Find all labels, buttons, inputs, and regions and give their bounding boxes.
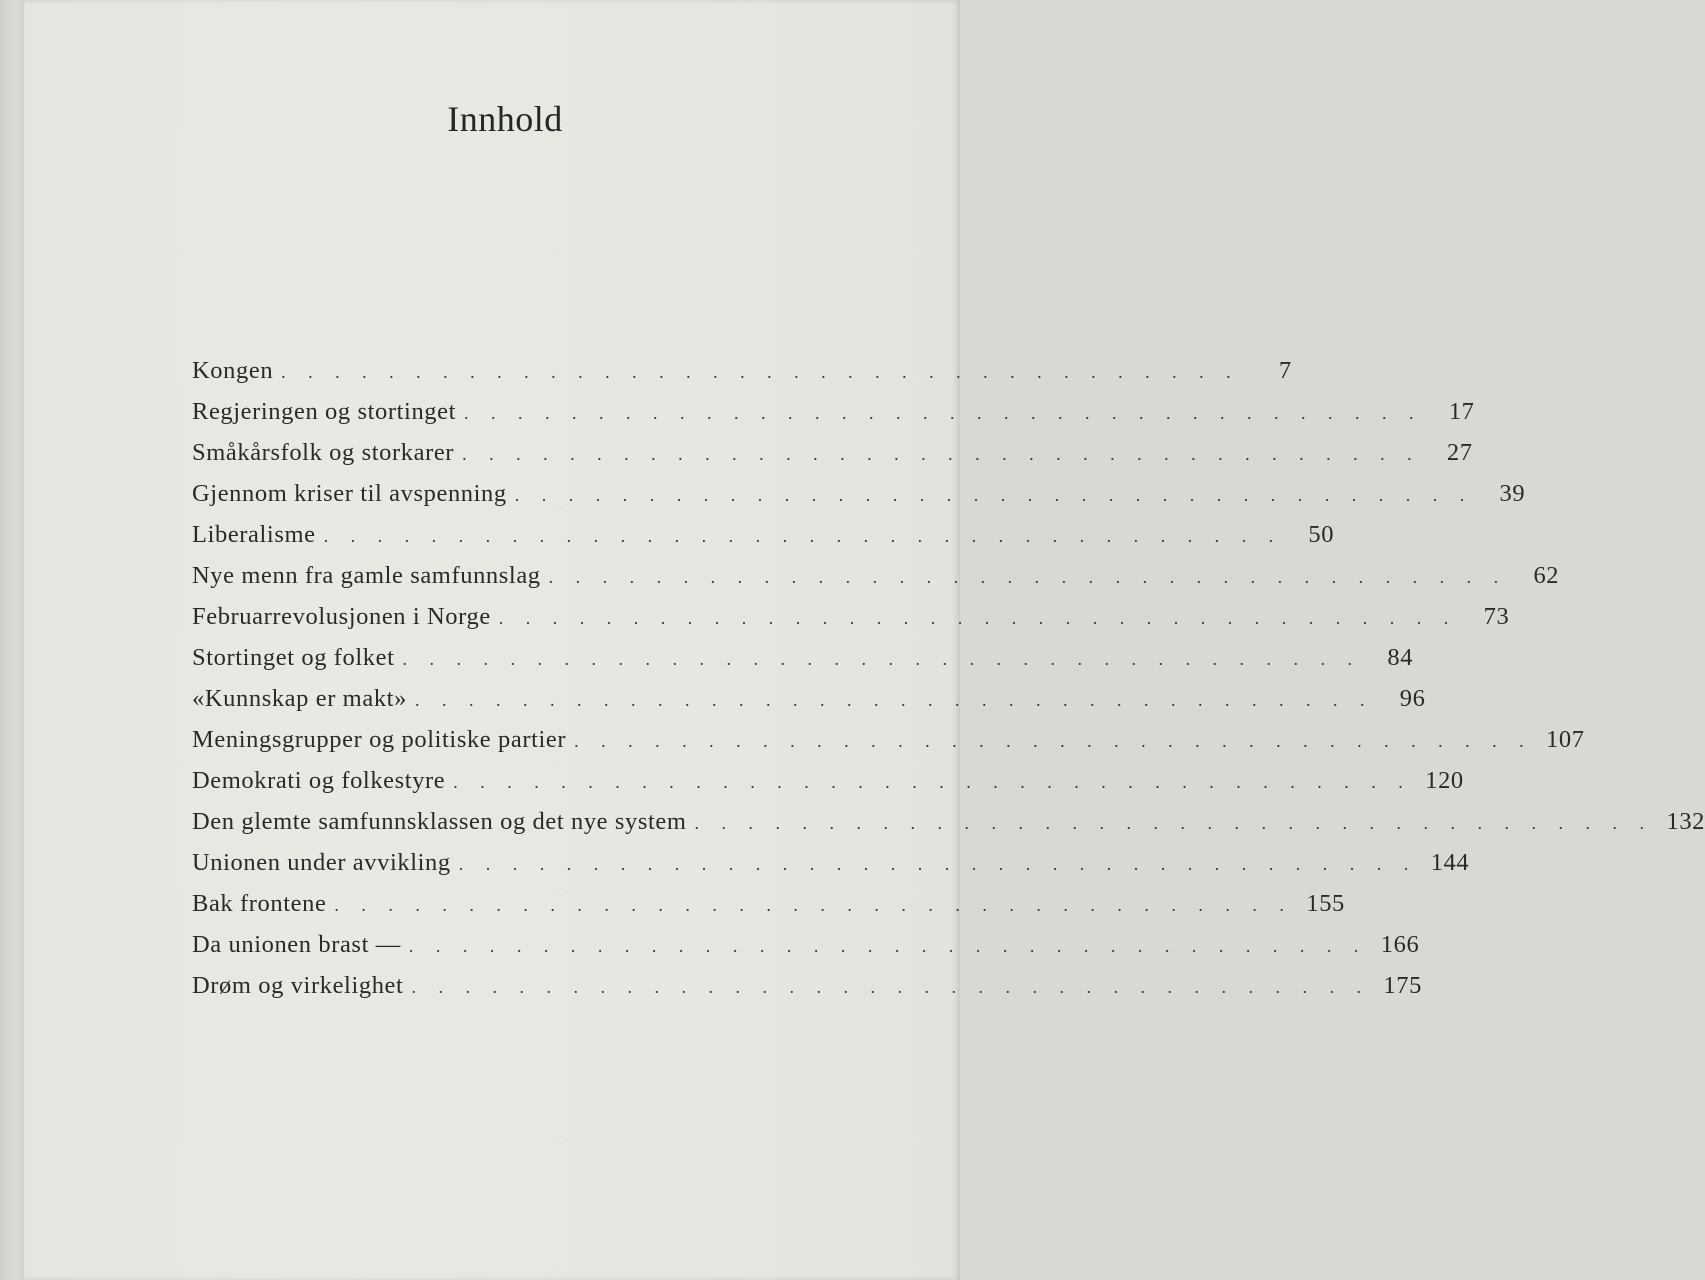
toc-dot-leader: . . . . . . . . . . . . . . . . . . . . . . . . . . . . . . . . . . . . — [574, 731, 1533, 751]
toc-entry — [192, 603, 1510, 644]
toc-entry — [192, 439, 1473, 480]
toc-entry-title: Liberalisme — [192, 521, 316, 548]
toc-entry — [192, 398, 1475, 439]
toc-dot-leader: . . . . . . . . . . . . . . . . . . . . . . . . . . . . . . . . . . . . — [462, 444, 1421, 464]
toc-page-number: 17 — [1448, 398, 1475, 425]
toc-page-number: 73 — [1483, 603, 1510, 630]
toc-entry — [192, 767, 1464, 808]
toc-dot-leader: . . . . . . . . . . . . . . . . . . . . . . . . . . . . . . . . . . . . — [402, 649, 1362, 669]
toc-entry-title: Unionen under avvikling — [192, 849, 451, 876]
toc-entry — [192, 562, 1560, 603]
toc-entry — [192, 726, 1585, 767]
toc-dot-leader: . . . . . . . . . . . . . . . . . . . . . . . . . . . . . . . . . . . . — [323, 526, 1283, 546]
toc-page-number: 7 — [1278, 357, 1292, 384]
toc-entry-title: Regjeringen og stortinget — [192, 398, 457, 425]
toc-dot-leader: . . . . . . . . . . . . . . . . . . . . . . . . . . . . . . . . . . . . — [408, 936, 1368, 956]
toc-page-number: 62 — [1533, 562, 1560, 589]
toc-page-number: 27 — [1446, 439, 1473, 466]
toc-dot-leader: . . . . . . . . . . . . . . . . . . . . . . . . . . . . . . . . . . . . — [414, 690, 1374, 710]
toc-dot-leader: . . . . . . . . . . . . . . . . . . . . . . . . . . . . . . . . . . . . — [514, 485, 1474, 505]
toc-entry-title: Nye menn fra gamle samfunnslag — [192, 562, 541, 589]
toc-entry — [192, 521, 1335, 562]
toc-dot-leader: . . . . . . . . . . . . . . . . . . . . . . . . . . . . . . . . . . . . — [464, 403, 1423, 423]
toc-entry-title: Demokrati og folkestyre — [192, 767, 446, 794]
toc-dot-leader: . . . . . . . . . . . . . . . . . . . . . . . . . . . . . . . . . . . . — [411, 977, 1370, 997]
toc-page-number: 166 — [1380, 931, 1420, 958]
book-page — [24, 0, 1705, 1280]
toc-entry-title: Den glemte samfunnsklassen og det nye system — [192, 808, 687, 835]
toc-entry — [192, 808, 1705, 849]
toc-page-number: 50 — [1308, 521, 1335, 548]
toc-entry — [192, 890, 1345, 931]
toc-entry-title: Februarrevolusjonen i Norge — [192, 603, 491, 630]
toc-dot-leader: . . . . . . . . . . . . . . . . . . . . . . . . . . . . . . . . . . . . — [281, 362, 1240, 382]
toc-dot-leader: . . . . . . . . . . . . . . . . . . . . . . . . . . . . . . . . . . . . — [334, 895, 1293, 915]
toc-entry-title: «Kunnskap er makt» — [192, 685, 407, 712]
toc-dot-leader: . . . . . . . . . . . . . . . . . . . . . . . . . . . . . . . . . . . . — [548, 567, 1508, 587]
toc-page-number: 120 — [1425, 767, 1464, 794]
toc-entry-title: Småkårsfolk og storkarer — [192, 439, 455, 466]
toc-page-number: 107 — [1546, 726, 1585, 753]
toc-entry-title: Gjennom kriser til avspenning — [192, 480, 507, 507]
toc-entry — [192, 480, 1526, 521]
toc-page-number: 155 — [1306, 890, 1345, 917]
toc-entry-title: Stortinget og folket — [192, 644, 395, 671]
toc-dot-leader: . . . . . . . . . . . . . . . . . . . . . . . . . . . . . . . . . . . . — [498, 608, 1458, 628]
toc-dot-leader: . . . . . . . . . . . . . . . . . . . . . . . . . . . . . . . . . . . . — [458, 854, 1418, 874]
toc-page-number: 39 — [1499, 480, 1526, 507]
toc-entry — [192, 931, 1420, 972]
toc-entry — [192, 972, 1422, 1013]
toc-page-number: 132 — [1666, 808, 1705, 835]
toc-entry-title: Meningsgrupper og politiske partier — [192, 726, 567, 753]
toc-entry-title: Drøm og virkelighet — [192, 972, 404, 999]
toc-page-number: 96 — [1399, 685, 1426, 712]
toc-page-number: 84 — [1387, 644, 1414, 671]
table-of-contents — [192, 357, 1705, 1013]
toc-entry-title: Bak frontene — [192, 890, 327, 917]
toc-dot-leader: . . . . . . . . . . . . . . . . . . . . . . . . . . . . . . . . . . . . — [453, 772, 1412, 792]
toc-entry — [192, 849, 1470, 890]
page-title: Innhold — [447, 99, 563, 139]
toc-page-number: 144 — [1430, 849, 1470, 876]
toc-dot-leader: . . . . . . . . . . . . . . . . . . . . . . . . . . . . . . . . . . . . — [694, 813, 1654, 833]
left-page-edge — [0, 0, 24, 1280]
toc-page-number: 175 — [1383, 972, 1422, 999]
toc-entry — [192, 685, 1426, 726]
toc-entry-title: Da unionen brast — — [192, 931, 401, 958]
toc-entry — [192, 644, 1414, 685]
toc-entry-title: Kongen — [192, 357, 274, 384]
toc-entry — [192, 357, 1292, 398]
